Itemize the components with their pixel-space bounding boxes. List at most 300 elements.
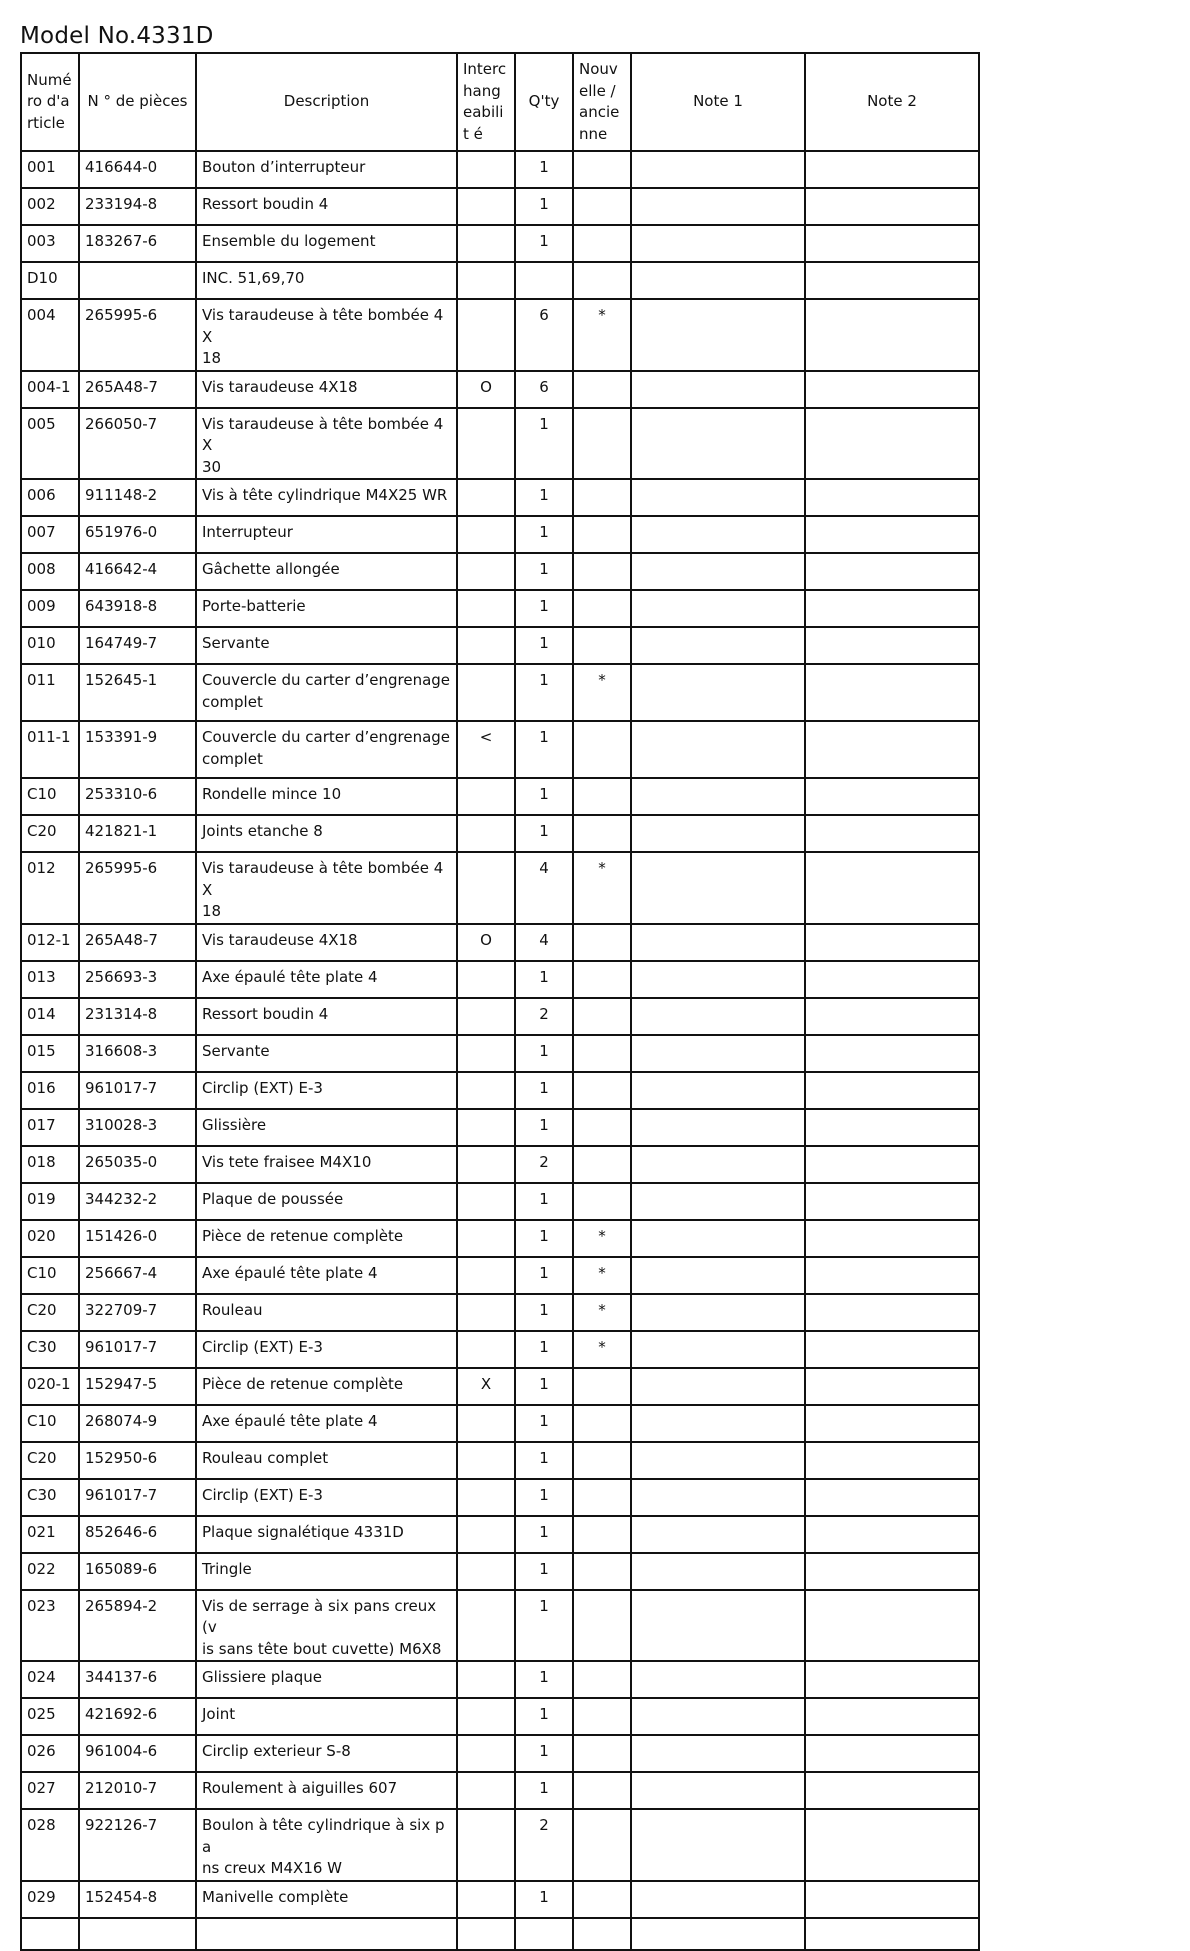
- cell-note2: [805, 1146, 979, 1183]
- cell-note2: [805, 299, 979, 371]
- cell-interchangeability: [457, 1220, 515, 1257]
- cell-note1: [631, 1772, 805, 1809]
- cell-interchangeability: <: [457, 721, 515, 778]
- cell-new-old: [573, 1698, 631, 1735]
- cell-new-old: [573, 408, 631, 480]
- cell-interchangeability: X: [457, 1368, 515, 1405]
- cell-new-old: [573, 627, 631, 664]
- cell-description: Axe épaulé tête plate 4: [196, 1405, 457, 1442]
- cell-description: Plaque de poussée: [196, 1183, 457, 1220]
- cell-part-no: 256693-3: [79, 961, 196, 998]
- cell-note2: [805, 778, 979, 815]
- cell-description: Couvercle du carter d’engrenage complet: [196, 664, 457, 721]
- table-row: [21, 553, 979, 590]
- cell-part-no: 344137-6: [79, 1661, 196, 1698]
- cell-part-no: 344232-2: [79, 1183, 196, 1220]
- cell-new-old: [573, 1661, 631, 1698]
- cell-qty: 4: [515, 852, 573, 924]
- cell-note1: [631, 553, 805, 590]
- cell-interchangeability: [457, 479, 515, 516]
- cell-item-no: 021: [21, 1516, 79, 1553]
- cell-note2: [805, 1183, 979, 1220]
- cell-new-old: [573, 1035, 631, 1072]
- cell-new-old: [573, 924, 631, 961]
- cell-qty: 1: [515, 1072, 573, 1109]
- cell-item-no: [21, 1918, 79, 1950]
- cell-description: Vis de serrage à six pans creux (v is sans tête bout cuvette) M6X8: [196, 1590, 457, 1662]
- cell-note2: [805, 1590, 979, 1662]
- cell-description: Rouleau complet: [196, 1442, 457, 1479]
- table-row: [21, 961, 979, 998]
- cell-note2: [805, 553, 979, 590]
- cell-note2: [805, 1331, 979, 1368]
- cell-note2: [805, 371, 979, 408]
- cell-part-no: 183267-6: [79, 225, 196, 262]
- cell-note2: [805, 1735, 979, 1772]
- cell-part-no: 310028-3: [79, 1109, 196, 1146]
- header-description: Description: [196, 53, 457, 151]
- cell-note2: [805, 262, 979, 299]
- cell-new-old: [573, 479, 631, 516]
- cell-note2: [805, 590, 979, 627]
- cell-new-old: [573, 151, 631, 188]
- cell-part-no: 265035-0: [79, 1146, 196, 1183]
- cell-note1: [631, 1405, 805, 1442]
- cell-new-old: [573, 1735, 631, 1772]
- cell-new-old: [573, 1146, 631, 1183]
- cell-interchangeability: [457, 1294, 515, 1331]
- cell-description: Axe épaulé tête plate 4: [196, 1257, 457, 1294]
- cell-item-no: 013: [21, 961, 79, 998]
- table-row: [21, 151, 979, 188]
- cell-interchangeability: [457, 408, 515, 480]
- cell-qty: 1: [515, 627, 573, 664]
- cell-new-old: [573, 1072, 631, 1109]
- cell-note1: [631, 1294, 805, 1331]
- cell-interchangeability: [457, 553, 515, 590]
- cell-part-no: 961017-7: [79, 1331, 196, 1368]
- cell-note2: [805, 479, 979, 516]
- cell-new-old: [573, 815, 631, 852]
- cell-qty: 1: [515, 1035, 573, 1072]
- cell-interchangeability: [457, 1146, 515, 1183]
- cell-part-no: 265995-6: [79, 299, 196, 371]
- cell-new-old: *: [573, 1294, 631, 1331]
- cell-new-old: [573, 1590, 631, 1662]
- cell-qty: 1: [515, 1553, 573, 1590]
- cell-description: Vis taraudeuse 4X18: [196, 924, 457, 961]
- cell-part-no: 421692-6: [79, 1698, 196, 1735]
- cell-part-no: 256667-4: [79, 1257, 196, 1294]
- table-row: [21, 1516, 979, 1553]
- cell-note2: [805, 627, 979, 664]
- cell-note2: [805, 1220, 979, 1257]
- table-row: [21, 299, 979, 371]
- cell-part-no: 152950-6: [79, 1442, 196, 1479]
- cell-interchangeability: O: [457, 371, 515, 408]
- cell-interchangeability: [457, 1442, 515, 1479]
- table-row: [21, 1035, 979, 1072]
- cell-new-old: [573, 998, 631, 1035]
- cell-item-no: 020-1: [21, 1368, 79, 1405]
- cell-part-no: [79, 262, 196, 299]
- cell-qty: 1: [515, 815, 573, 852]
- table-row: [21, 1661, 979, 1698]
- cell-part-no: 265A48-7: [79, 371, 196, 408]
- cell-interchangeability: [457, 1257, 515, 1294]
- cell-note2: [805, 998, 979, 1035]
- cell-note1: [631, 1590, 805, 1662]
- cell-qty: 1: [515, 1368, 573, 1405]
- cell-new-old: [573, 1553, 631, 1590]
- cell-note2: [805, 1442, 979, 1479]
- cell-qty: 1: [515, 961, 573, 998]
- cell-new-old: [573, 371, 631, 408]
- cell-part-no: 961017-7: [79, 1072, 196, 1109]
- cell-item-no: 003: [21, 225, 79, 262]
- cell-note1: [631, 961, 805, 998]
- cell-new-old: [573, 1479, 631, 1516]
- cell-interchangeability: [457, 1072, 515, 1109]
- cell-description: Vis taraudeuse 4X18: [196, 371, 457, 408]
- parts-table: [20, 52, 980, 1951]
- cell-qty: 1: [515, 1735, 573, 1772]
- cell-item-no: 016: [21, 1072, 79, 1109]
- cell-note2: [805, 1294, 979, 1331]
- table-row: [21, 852, 979, 924]
- table-row: [21, 1809, 979, 1881]
- cell-item-no: 011: [21, 664, 79, 721]
- cell-part-no: 164749-7: [79, 627, 196, 664]
- cell-note2: [805, 1072, 979, 1109]
- cell-new-old: [573, 1516, 631, 1553]
- cell-note2: [805, 1881, 979, 1918]
- cell-part-no: 233194-8: [79, 188, 196, 225]
- cell-new-old: [573, 590, 631, 627]
- table-row: [21, 1442, 979, 1479]
- cell-new-old: *: [573, 1257, 631, 1294]
- cell-item-no: C20: [21, 1442, 79, 1479]
- cell-part-no: 253310-6: [79, 778, 196, 815]
- cell-interchangeability: [457, 1109, 515, 1146]
- cell-item-no: 018: [21, 1146, 79, 1183]
- cell-new-old: [573, 1183, 631, 1220]
- cell-item-no: 017: [21, 1109, 79, 1146]
- cell-note1: [631, 1442, 805, 1479]
- cell-qty: 1: [515, 1442, 573, 1479]
- cell-qty: 1: [515, 479, 573, 516]
- header-note2: Note 2: [805, 53, 979, 151]
- cell-item-no: 012: [21, 852, 79, 924]
- table-row: [21, 225, 979, 262]
- cell-note1: [631, 1368, 805, 1405]
- table-row: [21, 262, 979, 299]
- cell-qty: 1: [515, 408, 573, 480]
- cell-new-old: *: [573, 299, 631, 371]
- header-new-old: Nouv elle / ancie nne: [573, 53, 631, 151]
- cell-description: Axe épaulé tête plate 4: [196, 961, 457, 998]
- cell-item-no: D10: [21, 262, 79, 299]
- cell-part-no: 265995-6: [79, 852, 196, 924]
- cell-item-no: 010: [21, 627, 79, 664]
- cell-description: Ensemble du logement: [196, 225, 457, 262]
- cell-new-old: [573, 721, 631, 778]
- cell-interchangeability: [457, 1035, 515, 1072]
- cell-note1: [631, 299, 805, 371]
- cell-item-no: 022: [21, 1553, 79, 1590]
- cell-item-no: C20: [21, 1294, 79, 1331]
- cell-interchangeability: [457, 961, 515, 998]
- cell-note1: [631, 1331, 805, 1368]
- cell-description: Rondelle mince 10: [196, 778, 457, 815]
- cell-interchangeability: [457, 590, 515, 627]
- cell-note1: [631, 1146, 805, 1183]
- cell-new-old: [573, 188, 631, 225]
- cell-note1: [631, 815, 805, 852]
- cell-item-no: 004: [21, 299, 79, 371]
- table-row: [21, 1405, 979, 1442]
- cell-part-no: 961017-7: [79, 1479, 196, 1516]
- header-interchangeability: Interc hang eabilit é: [457, 53, 515, 151]
- cell-description: Vis taraudeuse à tête bombée 4X 18: [196, 852, 457, 924]
- cell-description: Vis tete fraisee M4X10: [196, 1146, 457, 1183]
- cell-part-no: 153391-9: [79, 721, 196, 778]
- cell-note1: [631, 1735, 805, 1772]
- cell-interchangeability: [457, 664, 515, 721]
- cell-qty: 1: [515, 553, 573, 590]
- cell-new-old: [573, 1368, 631, 1405]
- cell-item-no: 004-1: [21, 371, 79, 408]
- cell-new-old: *: [573, 664, 631, 721]
- cell-description: Circlip (EXT) E-3: [196, 1331, 457, 1368]
- cell-item-no: 019: [21, 1183, 79, 1220]
- cell-description: Gâchette allongée: [196, 553, 457, 590]
- cell-note2: [805, 721, 979, 778]
- cell-note2: [805, 1109, 979, 1146]
- cell-description: Ressort boudin 4: [196, 188, 457, 225]
- cell-item-no: 015: [21, 1035, 79, 1072]
- cell-new-old: *: [573, 1220, 631, 1257]
- cell-item-no: 026: [21, 1735, 79, 1772]
- table-row: [21, 1368, 979, 1405]
- cell-new-old: [573, 1109, 631, 1146]
- header-note1: Note 1: [631, 53, 805, 151]
- cell-description: INC. 51,69,70: [196, 262, 457, 299]
- cell-interchangeability: [457, 1553, 515, 1590]
- cell-note2: [805, 1405, 979, 1442]
- table-row: [21, 998, 979, 1035]
- cell-description: Ressort boudin 4: [196, 998, 457, 1035]
- cell-item-no: 029: [21, 1881, 79, 1918]
- cell-description: Joints etanche 8: [196, 815, 457, 852]
- cell-note1: [631, 998, 805, 1035]
- table-row: [21, 1590, 979, 1662]
- table-row: [21, 1257, 979, 1294]
- cell-new-old: *: [573, 1331, 631, 1368]
- cell-item-no: 023: [21, 1590, 79, 1662]
- header-qty: Q'ty: [515, 53, 573, 151]
- cell-note2: [805, 852, 979, 924]
- cell-part-no: 165089-6: [79, 1553, 196, 1590]
- cell-note2: [805, 1553, 979, 1590]
- cell-description: Vis taraudeuse à tête bombée 4X 30: [196, 408, 457, 480]
- cell-part-no: [79, 1918, 196, 1950]
- cell-interchangeability: [457, 1590, 515, 1662]
- cell-qty: 2: [515, 1809, 573, 1881]
- cell-qty: 1: [515, 1294, 573, 1331]
- table-row: [21, 371, 979, 408]
- cell-new-old: [573, 225, 631, 262]
- cell-part-no: 265A48-7: [79, 924, 196, 961]
- cell-note1: [631, 1553, 805, 1590]
- cell-note1: [631, 516, 805, 553]
- cell-item-no: 005: [21, 408, 79, 480]
- table-row: [21, 516, 979, 553]
- cell-item-no: 020: [21, 1220, 79, 1257]
- cell-note1: [631, 852, 805, 924]
- cell-item-no: C30: [21, 1479, 79, 1516]
- cell-item-no: 002: [21, 188, 79, 225]
- cell-qty: 4: [515, 924, 573, 961]
- cell-note1: [631, 479, 805, 516]
- cell-qty: [515, 1918, 573, 1950]
- cell-description: Plaque signalétique 4331D: [196, 1516, 457, 1553]
- table-row: [21, 1146, 979, 1183]
- cell-item-no: 014: [21, 998, 79, 1035]
- cell-note2: [805, 1772, 979, 1809]
- cell-interchangeability: [457, 1405, 515, 1442]
- cell-note2: [805, 1368, 979, 1405]
- cell-note1: [631, 151, 805, 188]
- cell-interchangeability: [457, 1183, 515, 1220]
- cell-part-no: 268074-9: [79, 1405, 196, 1442]
- table-row: [21, 1918, 979, 1950]
- cell-part-no: 416644-0: [79, 151, 196, 188]
- cell-part-no: 151426-0: [79, 1220, 196, 1257]
- cell-description: Circlip (EXT) E-3: [196, 1479, 457, 1516]
- cell-note2: [805, 408, 979, 480]
- cell-note2: [805, 1661, 979, 1698]
- cell-interchangeability: [457, 188, 515, 225]
- table-row: [21, 590, 979, 627]
- cell-interchangeability: [457, 1516, 515, 1553]
- table-row: [21, 1479, 979, 1516]
- cell-note1: [631, 188, 805, 225]
- cell-item-no: C30: [21, 1331, 79, 1368]
- cell-note1: [631, 262, 805, 299]
- table-row: [21, 664, 979, 721]
- cell-qty: 1: [515, 1661, 573, 1698]
- cell-qty: 1: [515, 1220, 573, 1257]
- cell-qty: 1: [515, 1183, 573, 1220]
- table-row: [21, 1735, 979, 1772]
- cell-note2: [805, 225, 979, 262]
- cell-interchangeability: [457, 778, 515, 815]
- cell-note2: [805, 1809, 979, 1881]
- cell-description: Servante: [196, 1035, 457, 1072]
- cell-item-no: 008: [21, 553, 79, 590]
- cell-part-no: 152645-1: [79, 664, 196, 721]
- cell-note2: [805, 1035, 979, 1072]
- table-row: [21, 408, 979, 480]
- cell-description: Pièce de retenue complète: [196, 1368, 457, 1405]
- cell-description: Circlip (EXT) E-3: [196, 1072, 457, 1109]
- cell-note1: [631, 1809, 805, 1881]
- cell-interchangeability: [457, 151, 515, 188]
- cell-interchangeability: [457, 1881, 515, 1918]
- cell-new-old: [573, 262, 631, 299]
- cell-qty: 1: [515, 1331, 573, 1368]
- cell-new-old: [573, 1881, 631, 1918]
- cell-note1: [631, 1479, 805, 1516]
- cell-qty: 6: [515, 299, 573, 371]
- cell-new-old: [573, 1918, 631, 1950]
- cell-new-old: [573, 553, 631, 590]
- cell-new-old: [573, 1442, 631, 1479]
- cell-part-no: 922126-7: [79, 1809, 196, 1881]
- header-part-no: N ° de pièces: [79, 53, 196, 151]
- cell-note2: [805, 1918, 979, 1950]
- cell-item-no: 012-1: [21, 924, 79, 961]
- cell-description: Joint: [196, 1698, 457, 1735]
- cell-note2: [805, 188, 979, 225]
- cell-interchangeability: [457, 1331, 515, 1368]
- cell-item-no: C20: [21, 815, 79, 852]
- cell-qty: 1: [515, 664, 573, 721]
- cell-qty: 1: [515, 590, 573, 627]
- cell-interchangeability: [457, 1809, 515, 1881]
- cell-note1: [631, 590, 805, 627]
- cell-item-no: 007: [21, 516, 79, 553]
- cell-qty: 1: [515, 516, 573, 553]
- cell-note1: [631, 721, 805, 778]
- table-row: [21, 778, 979, 815]
- cell-note2: [805, 924, 979, 961]
- cell-description: Couvercle du carter d’engrenage complet: [196, 721, 457, 778]
- cell-note1: [631, 924, 805, 961]
- cell-part-no: 961004-6: [79, 1735, 196, 1772]
- cell-interchangeability: [457, 1479, 515, 1516]
- cell-interchangeability: [457, 262, 515, 299]
- cell-item-no: C10: [21, 1405, 79, 1442]
- cell-part-no: 416642-4: [79, 553, 196, 590]
- cell-note2: [805, 1257, 979, 1294]
- cell-qty: [515, 262, 573, 299]
- cell-description: Manivelle complète: [196, 1881, 457, 1918]
- cell-description: Circlip exterieur S-8: [196, 1735, 457, 1772]
- table-row: [21, 924, 979, 961]
- cell-part-no: 421821-1: [79, 815, 196, 852]
- cell-new-old: [573, 516, 631, 553]
- cell-note1: [631, 1035, 805, 1072]
- cell-item-no: 027: [21, 1772, 79, 1809]
- cell-item-no: C10: [21, 1257, 79, 1294]
- cell-note1: [631, 1661, 805, 1698]
- parts-table-body: [21, 151, 979, 1950]
- cell-qty: 1: [515, 225, 573, 262]
- cell-interchangeability: [457, 225, 515, 262]
- table-row: [21, 479, 979, 516]
- cell-new-old: [573, 778, 631, 815]
- table-row: [21, 721, 979, 778]
- cell-note1: [631, 1220, 805, 1257]
- cell-note2: [805, 1698, 979, 1735]
- cell-part-no: 316608-3: [79, 1035, 196, 1072]
- cell-item-no: 011-1: [21, 721, 79, 778]
- cell-note1: [631, 1257, 805, 1294]
- table-row: [21, 188, 979, 225]
- page-title: Model No.4331D: [20, 23, 214, 49]
